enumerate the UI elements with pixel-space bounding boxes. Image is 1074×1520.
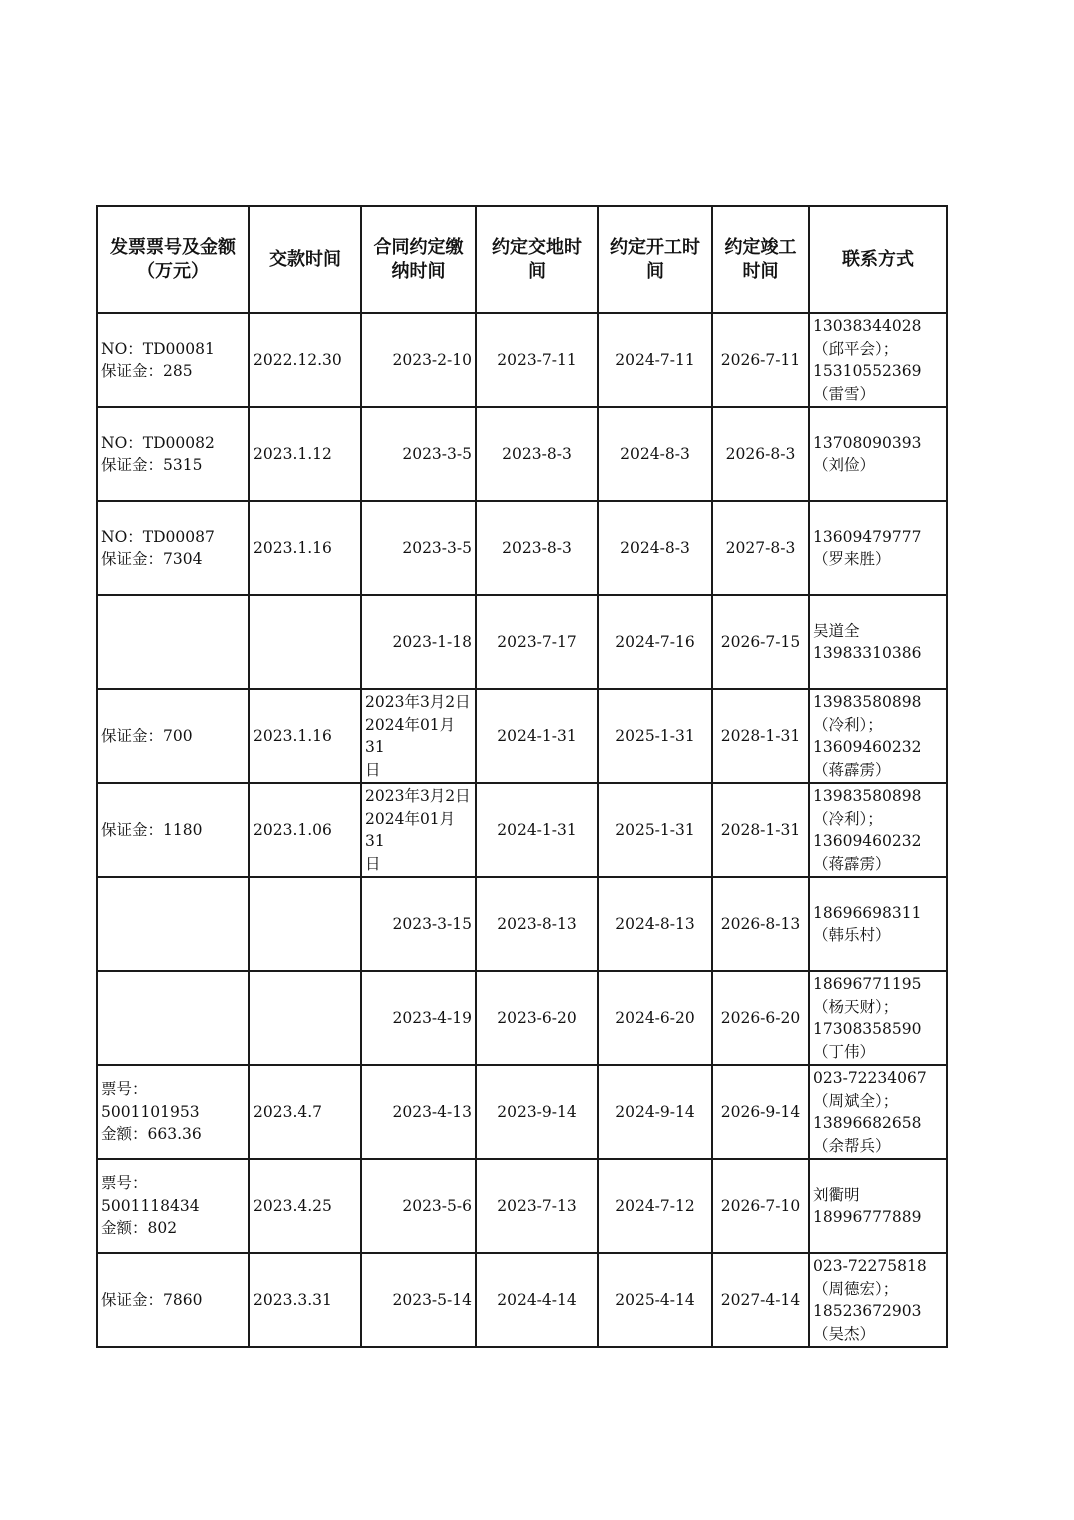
invoice-cell <box>97 407 249 501</box>
contact-cell-line: （韩乐村） <box>813 926 891 944</box>
handover-date-cell: 2024-4-14 <box>476 1253 598 1347</box>
contract-due-cell-line: 2023-2-10 <box>392 350 472 369</box>
header-text-line: 交款时间 <box>269 248 341 270</box>
completion-date-cell: 2028-1-31 <box>712 783 809 877</box>
invoice-cell <box>97 595 249 689</box>
contact-cell <box>809 689 947 783</box>
table-body <box>97 313 947 1347</box>
invoice-cell <box>97 1065 249 1159</box>
contract-due-cell <box>361 313 476 407</box>
contract-due-cell-line: 2023-3-15 <box>392 914 472 933</box>
contact-cell-line: （雷雪） <box>813 384 876 403</box>
invoice-cell-line: 金额：663.36 <box>101 1125 202 1144</box>
contract-due-cell-line: 2024年01月31 <box>365 809 456 850</box>
handover-date-cell: 2023-8-13 <box>476 877 598 971</box>
contact-cell-line: （杨天财）； <box>813 997 899 1016</box>
handover-date-cell: 2024-1-31 <box>476 783 598 877</box>
contract-due-cell-line: 2023-4-19 <box>392 1008 472 1027</box>
contract-due-cell-line: 2023-5-14 <box>392 1290 472 1309</box>
table-row <box>97 1253 947 1347</box>
contact-cell-line: 13609460232 <box>813 832 922 850</box>
header-start-date <box>598 206 712 313</box>
start-date-cell: 2024-8-3 <box>598 407 712 501</box>
contact-cell-line: 13983580898 <box>813 693 922 711</box>
payment-date-cell: 2023.1.06 <box>249 783 361 877</box>
completion-date-cell: 2026-8-13 <box>712 877 809 971</box>
contact-cell <box>809 971 947 1065</box>
handover-date-cell: 2023-8-3 <box>476 407 598 501</box>
payment-date-cell <box>249 595 361 689</box>
payment-date-cell: 2023.3.31 <box>249 1253 361 1347</box>
header-text-line: 发票票号及金额 <box>110 236 236 258</box>
completion-date-cell: 2026-9-14 <box>712 1065 809 1159</box>
table-row <box>97 501 947 595</box>
header-text-line: 时间 <box>742 260 779 282</box>
header-text-line: 约定交地时 <box>492 236 582 258</box>
contact-cell-line: 18523672903 <box>813 1302 922 1320</box>
invoice-cell-line: 保证金：1180 <box>101 820 203 839</box>
handover-date-cell: 2023-9-14 <box>476 1065 598 1159</box>
invoice-cell-line: 金额：802 <box>101 1219 178 1238</box>
contact-cell-line: 17308358590 <box>813 1020 922 1038</box>
header-text-line: （万元） <box>137 260 209 282</box>
handover-date-cell: 2023-8-3 <box>476 501 598 595</box>
contact-cell-line: 023-72234067 <box>813 1069 927 1087</box>
handover-date-cell: 2023-7-13 <box>476 1159 598 1253</box>
start-date-cell: 2024-8-3 <box>598 501 712 595</box>
start-date-cell: 2025-1-31 <box>598 783 712 877</box>
table-row <box>97 1159 947 1253</box>
invoice-cell-line: 票号：5001118434 <box>101 1174 200 1215</box>
contact-cell-line: （蒋霹雳） <box>813 854 891 873</box>
payment-date-cell <box>249 971 361 1065</box>
handover-date-cell: 2023-6-20 <box>476 971 598 1065</box>
contact-cell-line: 13983310386 <box>813 644 922 662</box>
contact-cell-line: 15310552369 <box>813 362 922 380</box>
header-invoice <box>97 206 249 313</box>
contact-cell <box>809 407 947 501</box>
contact-cell <box>809 877 947 971</box>
contact-cell-line: （丁伟） <box>813 1042 876 1061</box>
contact-cell <box>809 1159 947 1253</box>
contract-table <box>96 205 948 1348</box>
contact-cell-line: （冷利）； <box>813 809 883 828</box>
contract-due-cell <box>361 1159 476 1253</box>
completion-date-cell: 2026-8-3 <box>712 407 809 501</box>
handover-date-cell: 2024-1-31 <box>476 689 598 783</box>
header-completion-date <box>712 206 809 313</box>
invoice-cell <box>97 783 249 877</box>
table-row <box>97 689 947 783</box>
completion-date-cell: 2028-1-31 <box>712 689 809 783</box>
contract-due-cell <box>361 783 476 877</box>
contact-cell-line: 13038344028 <box>813 317 922 335</box>
contract-due-cell <box>361 407 476 501</box>
start-date-cell: 2024-8-13 <box>598 877 712 971</box>
contract-due-cell <box>361 595 476 689</box>
contact-cell <box>809 1065 947 1159</box>
contact-cell-line: 吴道全 <box>813 621 860 640</box>
payment-date-cell: 2023.1.12 <box>249 407 361 501</box>
payment-date-cell: 2023.4.7 <box>249 1065 361 1159</box>
contact-cell-line: 13609460232 <box>813 738 922 756</box>
contract-due-cell-line: 2024年01月31 <box>365 715 456 756</box>
table-row <box>97 971 947 1065</box>
table-row <box>97 783 947 877</box>
table-row <box>97 1065 947 1159</box>
contract-due-cell <box>361 971 476 1065</box>
payment-date-cell: 2023.4.25 <box>249 1159 361 1253</box>
contract-due-cell-line: 2023-4-13 <box>392 1102 472 1121</box>
start-date-cell: 2024-7-16 <box>598 595 712 689</box>
contract-due-cell-line: 2023-1-18 <box>392 632 472 651</box>
invoice-cell <box>97 971 249 1065</box>
contact-cell <box>809 501 947 595</box>
contract-due-cell <box>361 877 476 971</box>
contact-cell-line: （刘俭） <box>813 456 876 474</box>
header-text-line: 间 <box>528 260 546 282</box>
completion-date-cell: 2026-6-20 <box>712 971 809 1065</box>
header-text-line: 合同约定缴 <box>373 236 464 258</box>
contact-cell-line: 18696698311 <box>813 903 922 922</box>
header-text-line: 纳时间 <box>391 260 446 282</box>
contract-due-cell-line: 2023-3-5 <box>402 444 472 463</box>
contact-cell-line: （周斌全）； <box>813 1091 899 1110</box>
contact-cell-line: （吴杰） <box>813 1324 876 1343</box>
contact-cell-line: 13708090393 <box>813 433 922 452</box>
invoice-cell-line: 保证金：7860 <box>101 1290 203 1309</box>
header-contract-due <box>361 206 476 313</box>
invoice-cell-line: 票号：5001101953 <box>101 1080 200 1121</box>
handover-date-cell: 2023-7-17 <box>476 595 598 689</box>
table-row <box>97 407 947 501</box>
header-handover-date <box>476 206 598 313</box>
invoice-cell <box>97 313 249 407</box>
header-text-line: 间 <box>646 260 664 282</box>
contact-cell-line: 18996777889 <box>813 1208 922 1226</box>
header-text-line: 约定开工时 <box>610 236 700 258</box>
contact-cell-line: 刘衢明 <box>813 1185 860 1204</box>
start-date-cell: 2025-1-31 <box>598 689 712 783</box>
start-date-cell: 2024-7-12 <box>598 1159 712 1253</box>
contact-cell-line: （冷利）； <box>813 715 883 734</box>
table-row <box>97 313 947 407</box>
header-text-line: 约定竣工 <box>724 236 797 258</box>
completion-date-cell: 2026-7-15 <box>712 595 809 689</box>
contact-cell-line: 13609479777 <box>813 527 922 546</box>
invoice-cell <box>97 877 249 971</box>
contract-due-cell-line: 2023-3-5 <box>402 538 472 557</box>
contract-due-cell <box>361 1253 476 1347</box>
contract-due-cell-line: 日 <box>365 760 381 779</box>
header-row <box>97 206 947 313</box>
start-date-cell: 2024-6-20 <box>598 971 712 1065</box>
invoice-cell <box>97 689 249 783</box>
completion-date-cell: 2026-7-10 <box>712 1159 809 1253</box>
table-row <box>97 595 947 689</box>
invoice-cell-line: NO：TD00087 <box>101 527 215 546</box>
invoice-cell <box>97 501 249 595</box>
contact-cell <box>809 313 947 407</box>
contract-due-cell-line: 2023年3月2日 <box>365 693 471 711</box>
contact-cell-line: 18696771195 <box>813 975 922 993</box>
table-header <box>97 206 947 313</box>
contact-cell <box>809 783 947 877</box>
contact-cell-line: （罗来胜） <box>813 550 891 568</box>
payment-date-cell: 2023.1.16 <box>249 689 361 783</box>
contact-cell-line: （余帮兵） <box>813 1136 891 1155</box>
contact-cell-line: 023-72275818 <box>813 1257 927 1275</box>
header-text-line: 联系方式 <box>842 248 914 270</box>
invoice-cell-line: NO：TD00081 <box>101 339 215 358</box>
contact-cell-line: （周德宏）； <box>813 1279 899 1298</box>
start-date-cell: 2024-9-14 <box>598 1065 712 1159</box>
completion-date-cell: 2027-4-14 <box>712 1253 809 1347</box>
payment-date-cell <box>249 877 361 971</box>
contact-cell <box>809 1253 947 1347</box>
invoice-cell-line: 保证金：7304 <box>101 550 203 568</box>
contact-cell <box>809 595 947 689</box>
completion-date-cell: 2026-7-11 <box>712 313 809 407</box>
payment-date-cell: 2023.1.16 <box>249 501 361 595</box>
payment-date-cell: 2022.12.30 <box>249 313 361 407</box>
header-payment-date <box>249 206 361 313</box>
invoice-cell-line: 保证金：285 <box>101 362 193 380</box>
contact-cell-line: （邱平会）； <box>813 339 899 358</box>
contact-cell-line: 13983580898 <box>813 787 922 805</box>
start-date-cell: 2024-7-11 <box>598 313 712 407</box>
contract-due-cell <box>361 1065 476 1159</box>
contact-cell-line: （蒋霹雳） <box>813 760 891 779</box>
table-row <box>97 877 947 971</box>
invoice-cell-line: 保证金：700 <box>101 726 193 745</box>
contact-cell-line: 13896682658 <box>813 1114 922 1132</box>
contract-due-cell-line: 日 <box>365 854 381 873</box>
start-date-cell: 2025-4-14 <box>598 1253 712 1347</box>
contract-due-cell-line: 2023-5-6 <box>402 1196 472 1215</box>
invoice-cell-line: 保证金：5315 <box>101 456 203 474</box>
header-contact <box>809 206 947 313</box>
invoice-cell <box>97 1159 249 1253</box>
invoice-cell-line: NO：TD00082 <box>101 433 215 452</box>
contract-due-cell <box>361 501 476 595</box>
invoice-cell <box>97 1253 249 1347</box>
handover-date-cell: 2023-7-11 <box>476 313 598 407</box>
completion-date-cell: 2027-8-3 <box>712 501 809 595</box>
contract-due-cell <box>361 689 476 783</box>
contract-due-cell-line: 2023年3月2日 <box>365 787 471 805</box>
